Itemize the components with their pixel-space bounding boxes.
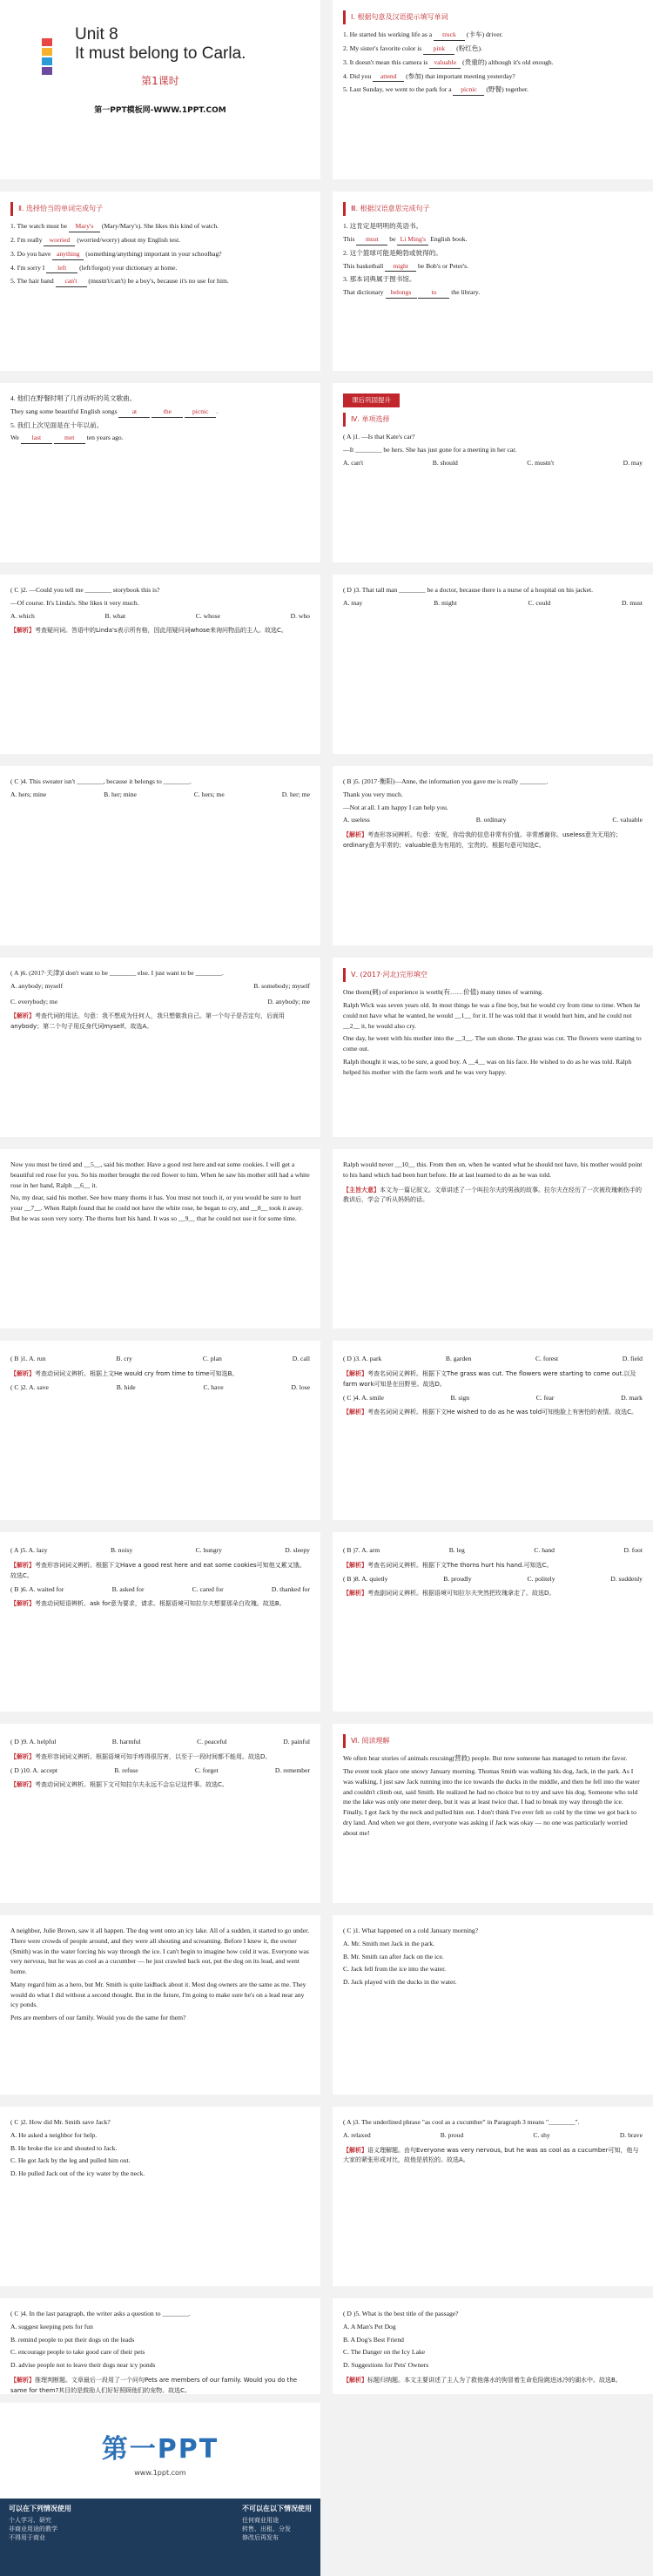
slide-cloze-2[interactable]: Now you must be tired and __5__, said his mother. Have a good rest here and eat some cookies. I will get a beautiful red rose for you. So his mother brought the red flower to him. When he saw his mother still had a white rose in her hand, Ralph __6__ it. No, my dear, said his mother. See how many thorns it has. You must not touch it, or you would be sure to hurt your __7__. When Ralph found that he could not have the white rose, he began to cry, and __8__ took it away. But he was soon very sorry. The thorns hurt his hand. It was so __9__ that he could not use it for some time. bbox=[0, 1149, 320, 1328]
section-heading: Ⅴ. (2017·河北)完形填空 bbox=[343, 968, 431, 982]
slide-cloze-3[interactable]: Ralph would never __10__ this. From then on, when he wanted what he should not have, his mother would point to his hand which had been hurt before. He at last learned to do as he was told. 【主旨大意】本文为一篇记叙文。文章讲述了一个叫拉尔夫的男孩的故事。拉尔夫在经历了一次被玫瑰刺伤手的教训后，学会了听从妈妈的话。 bbox=[333, 1149, 653, 1328]
slide-r4[interactable]: ( C )4. In the last paragraph, the writer asks a question to ________. A. suggest keeping pets for fun B. remind people to put their dogs on the leads C. encourage people to take good care of their pets D. advise people not to leave their dogs near icy ponds 【解析】推理判断题。文章最后一段用了一个问句Pets are members of our family. Would you do the same for them?其目的是鼓励人们好好照顾他们的宠物。故选C。 bbox=[0, 2298, 320, 2394]
slide-section-4[interactable]: 课后巩固提升 Ⅳ. 单项选择 ( A )1. —Is that Kate's car? —It ________ be hers. She has just gone for a meeting in her car. A. can't B. should C. mustn't D. may bbox=[333, 383, 653, 562]
slide-q2[interactable]: ( C )2. —Could you tell me ________ storybook this is? —Of course. It's Linda's. She likes it very much. A. which B. what C. whose D. who 【解析】考查疑问词。答语中的Linda's表示所有格，因此用疑问词whose来询问物品的主人。故选C。 bbox=[0, 575, 320, 754]
slide-c5[interactable]: ( A )5. A. lazy B. noisy C. hungry D. sleepy 【解析】考查形容词词义辨析。根据下文Have a good rest here and eat some cookies可知他又累又饿。故选C。 ( B )6. A. waited for B. asked for C. cared for D. thanked for 【解析】考查动词短语辨析。ask for意为要求，请求。根据语境可知拉尔夫想要那朵白玫瑰。故选B。 bbox=[0, 1532, 320, 1712]
title-slide[interactable] bbox=[0, 0, 320, 179]
brand-url: www.1ppt.com bbox=[134, 2469, 186, 2477]
brand-logo: 第一PPT bbox=[101, 2434, 219, 2465]
slide-c7[interactable]: ( B )7. A. arm B. leg C. hand D. foot 【解析】考查名词词义辨析。根据下文The thorns hurt his hand.可知选C。 ( B )8. A. quietly B. proudly C. politely D. suddenly 【解析】考查副词词义辨析。根据语境可知拉尔夫突然把玫瑰拿走了。故选D。 bbox=[333, 1532, 653, 1712]
deck-title: It must belong to Carla. bbox=[75, 44, 246, 63]
slide-section-2[interactable]: Ⅱ. 选择恰当的单词完成句子 1. The watch must be Mary's (Mary/Mary's). She likes this kind of watch. 2. I'm really worried (worried/worry) about my English test. 3. Do you have anything (something/anything) important in your schoolbag? 4. I'm sorry I left (left/forgot) your dictionary at home. 5. The hair band can't (mustn't/can't) be a boy's, because it's no use for him. bbox=[0, 192, 320, 371]
slide-q4[interactable]: ( C )4. This sweater isn't ________, because it belongs to ________. A. hers; mine B. her; mine C. hers; me D. her; me bbox=[0, 766, 320, 945]
slide-section-3-cont[interactable]: 4. 他们在野餐时唱了几首动听的英文歌曲。 They sang some beautiful English songs at the picnic . 5. 我们上次见面是在十年以前。 We last met ten years ago. bbox=[0, 383, 320, 562]
slide-q3[interactable]: ( D )3. That tall man ________ be a doctor, because there is a nurse of a hospital on his jacket. A. may B. might C. could D. must bbox=[333, 575, 653, 754]
color-blocks bbox=[42, 38, 52, 77]
slide-reading[interactable]: Ⅵ. 阅读理解 We often hear stories of animals rescuing(营救) people. But now someone has managed to return the favor. The event took place one snowy January morning. Thomas Smith was walking his dog, Jack, in the park. As I was walking, I just saw Jack running into the ice towards the ducks in the middle, and then he fell into the water and couldn't climb out, said Smith. He realized he had no choice but to try and save his dog. Someone who told me the lake was only one meter deep, but it was at least twice that. I had to break my way through the ice. Finally, I got Jack by the neck and pulled him out. I don't think I've ever felt so cold by the time we got back to dry land. And when we got there, everyone was asking if Jack was okay — no one was particularly worried about me! bbox=[333, 1724, 653, 1903]
slide-c9[interactable]: ( D )9. A. helpful B. harmful C. peaceful D. painful 【解析】考查形容词词义辨析。根据语境可知手疼得很厉害，以至于一段时间都不能用。故选D。 ( D )10. A. accept B. refuse C. forget D. remember 【解析】考查动词词义辨析。根据下文可知拉尔夫永远不会忘记这件事。故选C。 bbox=[0, 1724, 320, 1903]
slide-r5[interactable]: ( D )5. What is the best title of the passage? A. A Man's Pet Dog B. A Dog's Best Friend C. The Danger on the Icy Lake D. Suggestions for Pets' Owners 【解析】标题归纳题。本文主要讲述了主人为了救他落水的狗冒着生命危险跳进冰冷的湖水中。故选B。 bbox=[333, 2298, 653, 2394]
slide-q6[interactable]: ( A )6. (2017·天津)I don't want to be ________ else. I just want to be ________. A. anybody; myself B. somebody; myself C. everybody; me D. anybody; me 【解析】考查代词的用法。句意：我不想成为任何人，我只想做我自己。第一个句子是否定句，后面用anybody；第二个句子用反身代词myself。故选A。 bbox=[0, 958, 320, 1137]
slide-r2[interactable]: ( C )2. How did Mr. Smith save Jack? A. He asked a neighbor for help. B. He broke the ice and shouted to Jack. C. He got Jack by the leg and pulled him out. D. He pulled Jack out of the icy water by the neck. bbox=[0, 2107, 320, 2286]
section-heading: Ⅲ. 根据汉语意思完成句子 bbox=[343, 202, 434, 216]
slide-section-1[interactable]: Ⅰ. 根据句意及汉语提示填写单词 1. He started his working life as a truck (卡车) driver. 2. My sister's favorite color is pink (粉红色). 3. It doesn't mean this camera is valuable (贵重的) although it's old enough. 4. Did you attend (参加) that important meeting yesterday? 5. Last Sunday, we went to the park for a picnic (野餐) together. bbox=[333, 0, 653, 179]
slide-r1[interactable]: ( C )1. What happened on a cold January morning? A. Mr. Smith met Jack in the park. B. Mr. Smith ran after Jack on the ice. C. Jack fell from the ice into the water. D. Jack played with the ducks in the water. bbox=[333, 1915, 653, 2095]
section-heading: Ⅰ. 根据句意及汉语提示填写单词 bbox=[343, 10, 451, 24]
period-label: 第1课时 bbox=[141, 74, 179, 87]
site-label: 第一PPT模板网-WWW.1PPT.COM bbox=[94, 105, 226, 115]
slide-r3[interactable]: ( A )3. The underlined phrase "as cool as a cucumber" in Paragraph 3 means "________". A. relaxed B. proud C. shy D. brave 【解析】语义理解题。由句Everyone was very nervous, but he was as cool as a cucumber可知，他与大家的紧张形成对比，故他是放松的。故选A。 bbox=[333, 2107, 653, 2286]
section-bar: 课后巩固提升 bbox=[343, 393, 400, 407]
section-heading: Ⅳ. 单项选择 bbox=[343, 413, 393, 427]
section-heading: Ⅵ. 阅读理解 bbox=[343, 1734, 393, 1748]
slide-cloze[interactable]: Ⅴ. (2017·河北)完形填空 One thorn(刺) of experience is worth(有……价值) many times of warning. Ralph Wick was seven years old. In most things he was a fine boy, but he would cry from time to time. When he could not have what he wanted, he would __1__ for it. If he was told that it would hurt him, and he could not __2__ it, he would also cry. One day, he went with his mother into the __3__. The sun shone. The grass was cut. The flowers were starting to come out. Ralph thought it was, to be sure, a good boy. A __4__ was on his face. He wished to do as he was told. Ralph helped his mother with the farm work and he was very happy. bbox=[333, 958, 653, 1137]
unit-label: Unit 8 bbox=[75, 25, 118, 44]
slide-c1[interactable]: ( B )1. A. run B. cry C. plan D. call 【解析】考查动词词义辨析。根据上文He would cry from time to time可知选B。 ( C )2. A. save B. hide C. have D. lose bbox=[0, 1341, 320, 1520]
section-heading: Ⅱ. 选择恰当的单词完成句子 bbox=[10, 202, 106, 216]
footer-logo-slide bbox=[0, 2403, 320, 2499]
slide-q5[interactable]: ( B )5. (2017·衡阳)—Anne, the information you gave me is really ________. Thank you very much. —Not at all. I am happy I can help you. A. useless B. ordinary C. valuable 【解析】考查形容词辨析。句意：安妮，你给我的信息非常有价值。非常感谢你。useless意为无用的；ordinary意为平常的；valuable意为有用的，宝贵的。根据句意可知选C。 bbox=[333, 766, 653, 945]
slide-section-3[interactable]: Ⅲ. 根据汉语意思完成句子 1. 这肯定是明明的英语书。 This must be Li Ming's English book. 2. 这个篮球可能是鲍勃或彼得的。 This basketball might be Bob's or Peter's. 3. 那本词典属于图书馆。 That dictionary belongs to the library. bbox=[333, 192, 653, 371]
license-panel: 可以在下列情况使用 个人学习、研究 非商业用途的教学 不得用于商业 不可以在以下情况使用 任何商业用途 转售、出租、分发 修改后再发布 bbox=[0, 2499, 320, 2576]
slide-reading-2[interactable]: A neighbor, Julie Brown, saw it all happen. The dog went onto an icy lake. All of a sudden, it started to go under. There were crowds of people around, and they were all shouting and screaming. Before I knew it, the owner (Smith) was in the water forcing his way through the ice. I can't begin to imagine how cold it was. Everyone was very nervous, but he was as cool as a cucumber — he just crawled back out, put the dog on its lead, and went home. Many regard him as a hero, but Mr. Smith is quite laidback about it. Most dog owners are the same as me. They would do what I did without a second thought. But in the future, I'm going to make sure he's on a lead near any icy ponds. Pets are members of our family. Would you do the same for them? bbox=[0, 1915, 320, 2095]
slide-c3[interactable]: ( D )3. A. park B. garden C. forest D. field 【解析】考查名词词义辨析。根据下文The grass was cut. The flowers were starting to come out.以及farm work可知是在田野里。故选D。 ( C )4. A. smile B. sign C. fear D. mark 【解析】考查名词词义辨析。根据下文He wished to do as he was told可知他脸上有害怕的表情。故选C。 bbox=[333, 1341, 653, 1520]
